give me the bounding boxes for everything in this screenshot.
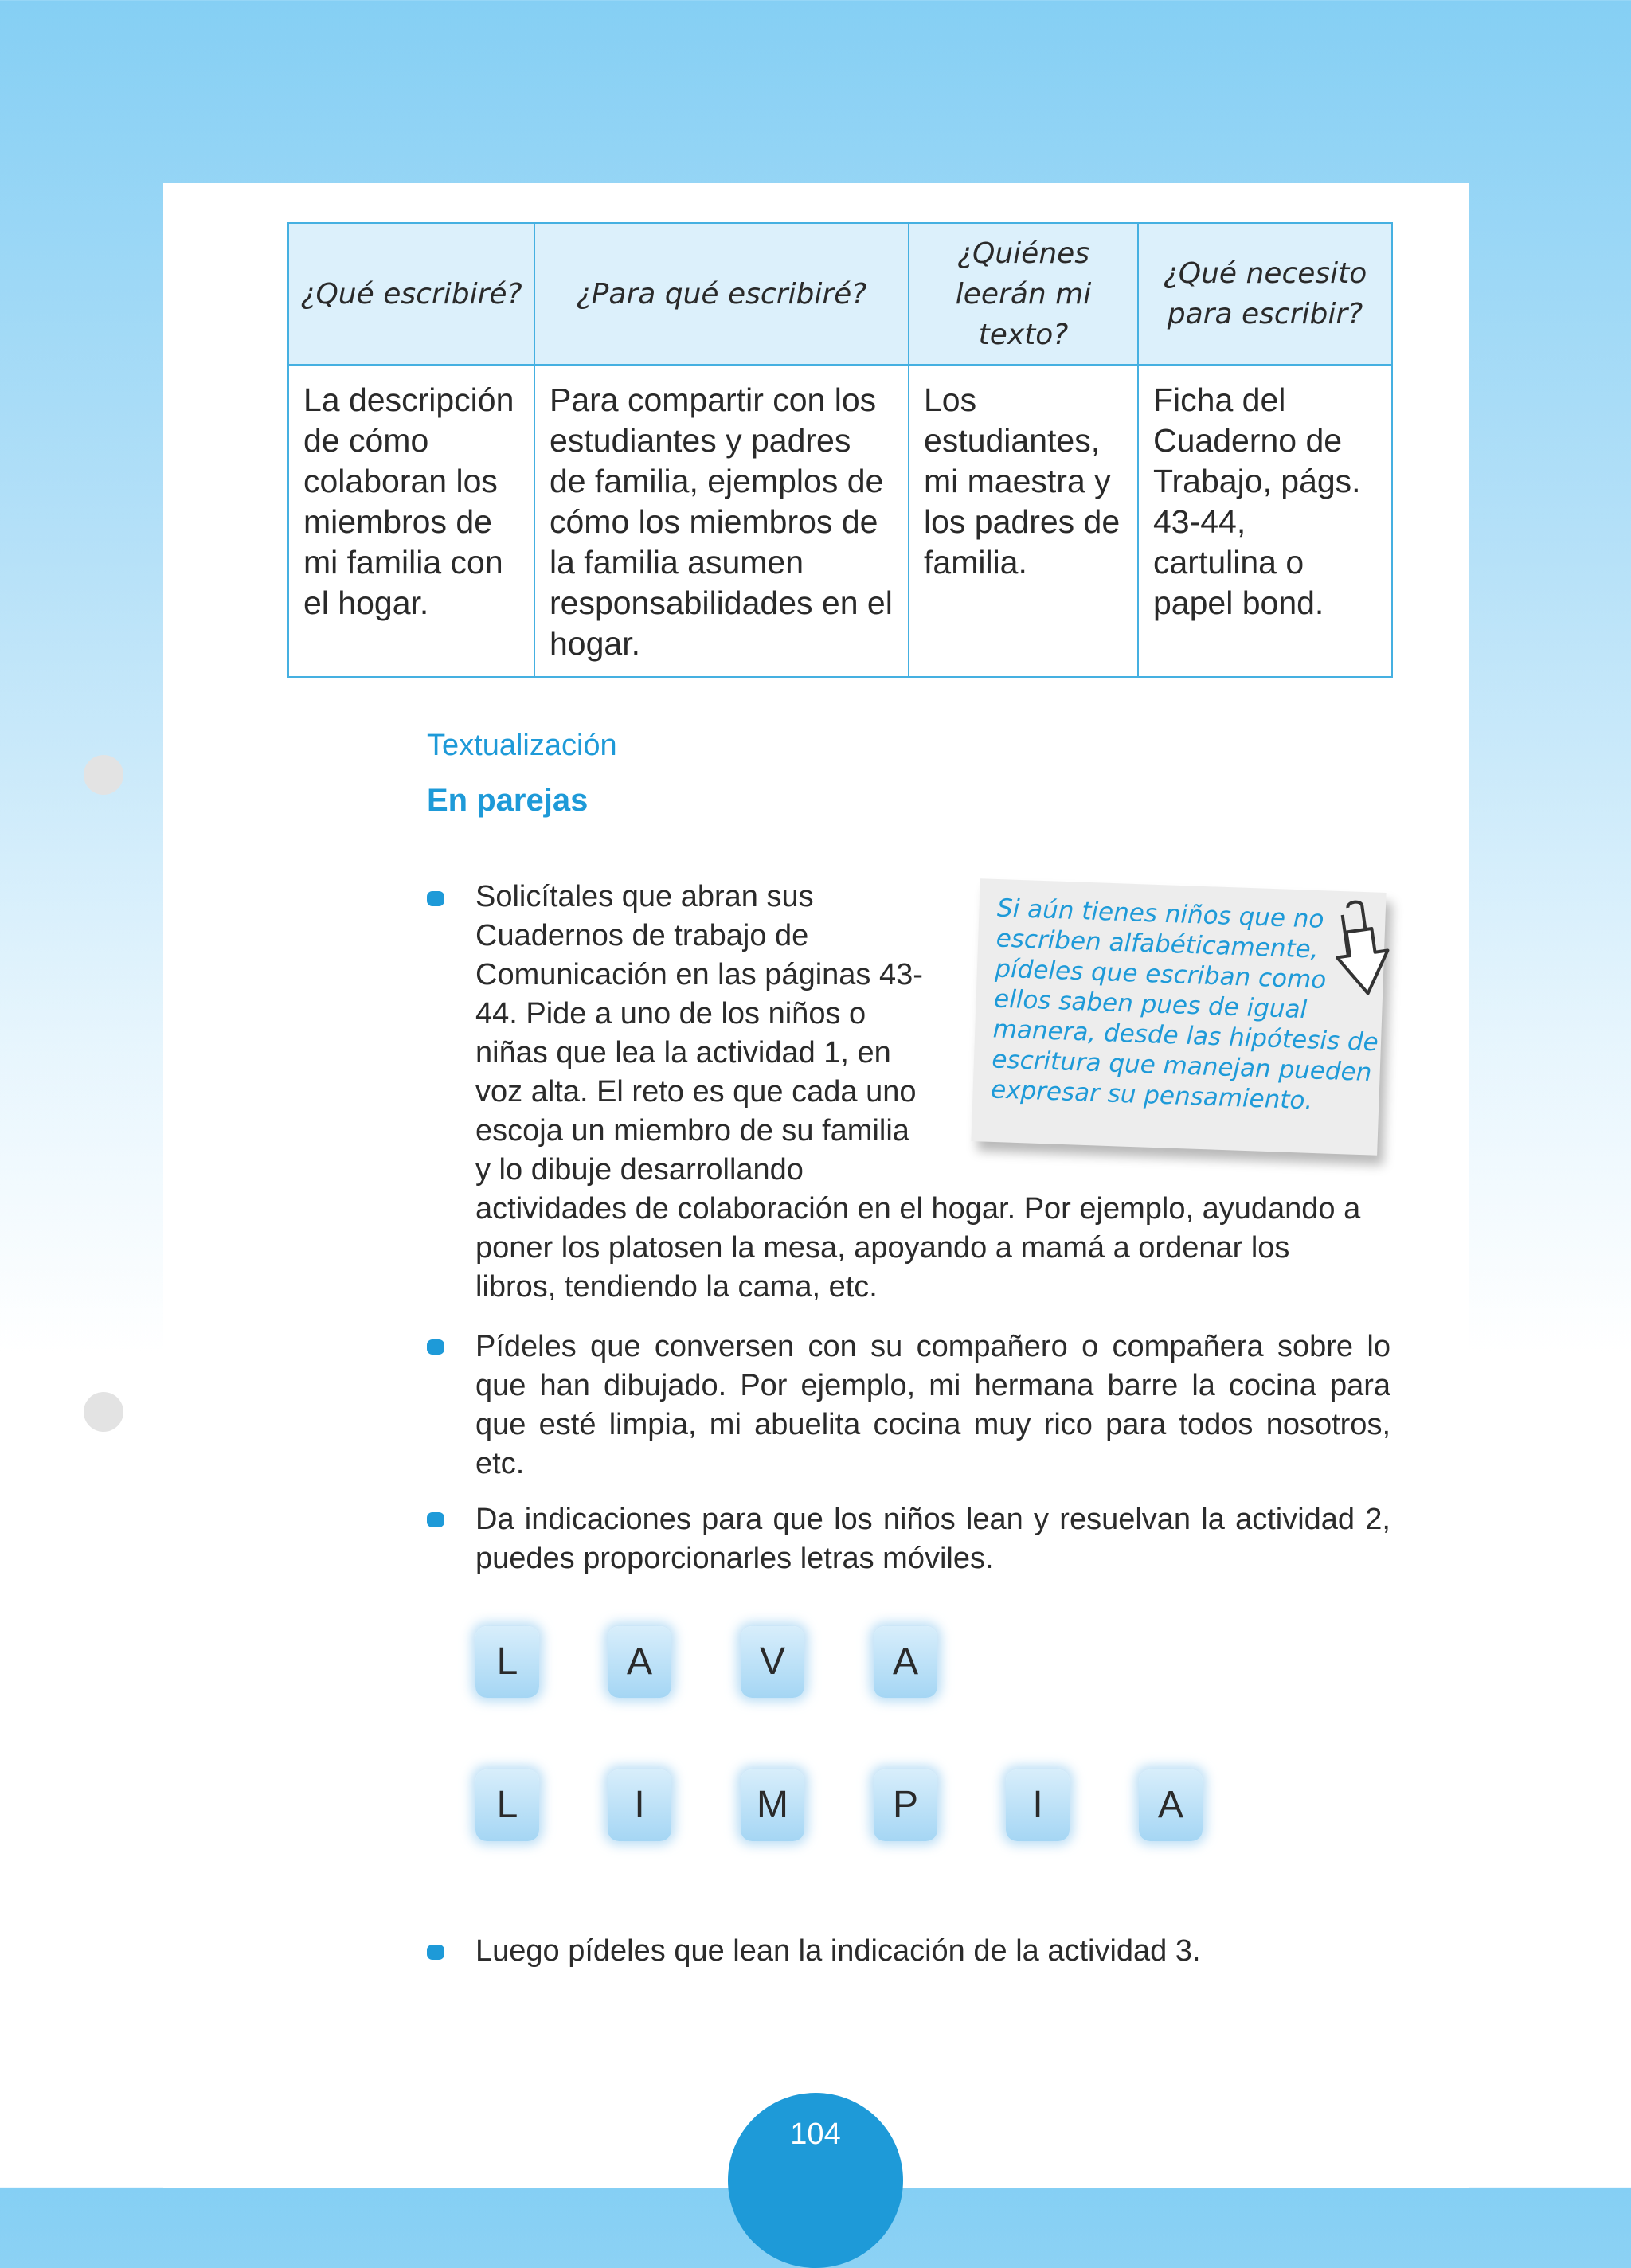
- bullet-text-content: Solicítales que abran sus Cuadernos de trabajo de Comunicación en las páginas 43-44. Pide a uno de los niños o niñas que lea la actividad 1, en voz alta. El reto es que cada uno escoja un miembro de su familia y lo dibuje desarrollando actividades de colaboración en el hogar. Por ejemplo, ayudando a poner los platosen la mesa, apoyando a mamá a ordenar los libros, tendiendo la cama, etc.: [475, 880, 1361, 1304]
- letter-tile: I: [1006, 1769, 1070, 1841]
- bullet-text: Pídeles que conversen con su compañero o compañera sobre lo que han dibujado. Por ejemplo, mi hermana barre la cocina para que esté limpia, mi abuelita cocina muy rico para todos nosotros, etc.: [475, 1330, 1390, 1480]
- letter-tile: A: [608, 1626, 671, 1698]
- letter-tile: M: [741, 1769, 804, 1841]
- table-header-cell: ¿Para qué escribiré?: [534, 223, 909, 365]
- table-header-row: [288, 223, 1392, 365]
- letter-tile: L: [475, 1769, 539, 1841]
- bullet-text: Da indicaciones para que los niños lean y resuelvan la actividad 2, puedes proporcionarles letras móviles.: [475, 1503, 1390, 1575]
- binder-hole: [84, 755, 123, 795]
- letter-tile: A: [874, 1626, 937, 1698]
- bullet-marker: [427, 1339, 444, 1355]
- letter-tile: A: [1139, 1769, 1203, 1841]
- letter-tile: V: [741, 1626, 804, 1698]
- bullet-marker: [427, 1512, 444, 1527]
- teacher-note-text: Si aún tienes niños que no escriben alfabéticamente, pídeles que escriban como ellos saben pues de igual manera, desde las hipótesis de escritura que manejan pueden expresar su pensamiento.: [990, 894, 1379, 1116]
- letter-tile: I: [608, 1769, 671, 1841]
- bullet-marker: [427, 1945, 444, 1960]
- table-row: [288, 365, 1392, 677]
- table-header-cell: ¿Qué necesito para escribir?: [1138, 223, 1392, 365]
- section-title: En parejas: [427, 783, 589, 818]
- table-header-cell: ¿Quiénes leerán mi texto?: [909, 223, 1138, 365]
- section-label: Textualización: [427, 729, 617, 762]
- table-cell: Los estudiantes, mi maestra y los padres de familia.: [909, 365, 1138, 677]
- bullet-marker: [427, 891, 444, 906]
- page-number: 104: [790, 2117, 841, 2151]
- letter-tile: P: [874, 1769, 937, 1841]
- binder-hole: [84, 1392, 123, 1432]
- planning-table: [287, 222, 1393, 678]
- table-header-cell: ¿Qué escribiré?: [288, 223, 534, 365]
- table-cell: Ficha del Cuaderno de Trabajo, págs. 43-44, cartulina o papel bond.: [1138, 365, 1392, 677]
- bullet-text: Luego pídeles que lean la indicación de la actividad 3.: [475, 1934, 1201, 1968]
- table-cell: Para compartir con los estudiantes y padres de familia, ejemplos de cómo los miembros de la familia asumen responsabilidades en el hogar.: [534, 365, 909, 677]
- table-cell: La descripción de cómo colaboran los miembros de mi familia con el hogar.: [288, 365, 534, 677]
- letter-tile: L: [475, 1626, 539, 1698]
